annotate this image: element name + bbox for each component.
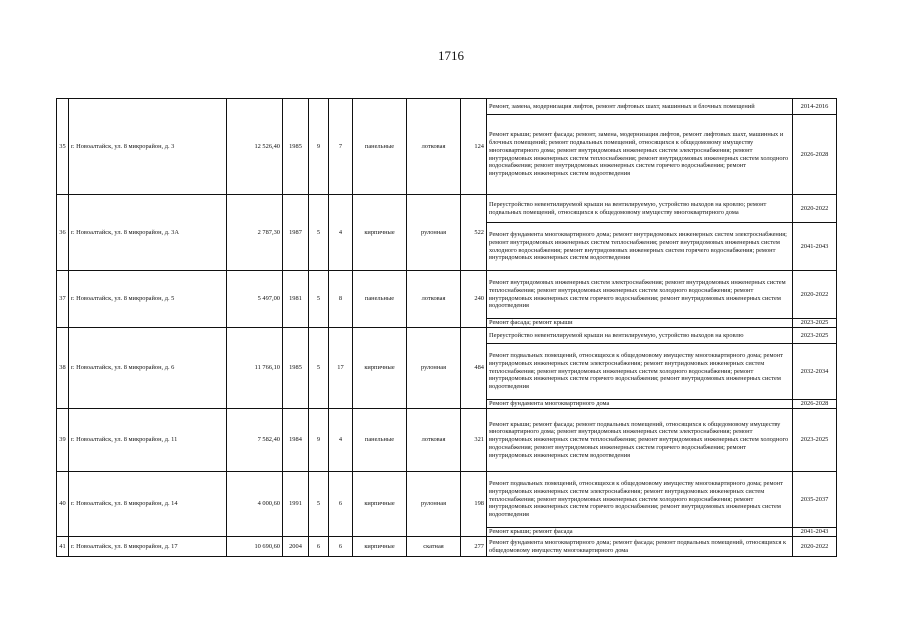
entrances-cell: 4 <box>329 195 353 271</box>
roof-type-cell: рулонная <box>407 328 461 409</box>
year-cell: 1985 <box>283 99 309 195</box>
area-cell: 7 582,40 <box>227 409 283 472</box>
works-cell: Ремонт фундамента многоквартирного дома; ремонт внутридомовых инженерных систем электроснабжения; ремонт внутридомовых инженерных систем теплоснабжения; ремонт внутридомовых инженерных систем холодного водоснабжения; ремонт внутридомовых инженерных систем горячего водоснабжения; ремонт внутридомовых инженерных систем водоотведения <box>487 223 793 271</box>
page-number: 1716 <box>438 48 464 63</box>
wall-material-cell: кирпичные <box>353 472 407 537</box>
entrances-cell: 6 <box>329 537 353 557</box>
period-cell: 2023-2025 <box>793 328 837 344</box>
wall-material-cell: кирпичные <box>353 328 407 409</box>
floors-cell: 5 <box>309 195 329 271</box>
row-number: 35 <box>57 99 69 195</box>
works-cell: Ремонт фундамента многоквартирного дома <box>487 400 793 409</box>
table-row <box>57 271 837 319</box>
entrances-cell: 8 <box>329 271 353 328</box>
works-cell: Ремонт крыши; ремонт фасада; ремонт, замена, модернизация лифтов, ремонт лифтовых шахт, машинных и блочных помещений; ремонт подвальных помещений, относящихся к общедомовому имуществу многоквартирного дома; ремонт внутридомовых инженерных систем электроснабжения; ремонт внутридомовых инженерных систем теплоснабжения; ремонт внутридомовых инженерных систем холодного водоснабжения; ремонт внутридомовых инженерных систем горячего водоснабжения; ремонт внутридомовых инженерных систем водоотведения <box>487 115 793 195</box>
table-row <box>57 409 837 472</box>
works-cell: Ремонт подвальных помещений, относящихся к общедомовому имуществу многоквартирного дома; ремонт внутридомовых инженерных систем электроснабжения; ремонт внутридомовых инженерных систем теплоснабжения; ремонт внутридомовых инженерных систем холодного водоснабжения; ремонт внутридомовых инженерных систем горячего водоснабжения; ремонт внутридомовых инженерных систем водоотведения <box>487 344 793 400</box>
works-cell: Ремонт крыши; ремонт фасада; ремонт подвальных помещений, относящихся к общедомовому имуществу многоквартирного дома; ремонт внутридомовых инженерных систем электроснабжения; ремонт внутридомовых инженерных систем теплоснабжения; ремонт внутридомовых инженерных систем холодного водоснабжения; ремонт внутридомовых инженерных систем горячего водоснабжения; ремонт внутридомовых инженерных систем водоотведения <box>487 409 793 472</box>
entrances-cell: 17 <box>329 328 353 409</box>
period-cell: 2026-2028 <box>793 115 837 195</box>
row-number: 37 <box>57 271 69 328</box>
area-cell: 2 787,30 <box>227 195 283 271</box>
wall-material-cell: кирпичные <box>353 537 407 557</box>
period-cell: 2035-2037 <box>793 472 837 528</box>
works-cell: Ремонт, замена, модернизация лифтов, ремонт лифтовых шахт, машинных и блочных помещений <box>487 99 793 115</box>
table-row <box>57 328 837 344</box>
table-row <box>57 472 837 528</box>
row-number: 39 <box>57 409 69 472</box>
address-cell: г. Новоалтайск, ул. 8 микрорайон, д. 11 <box>69 409 227 472</box>
address-cell: г. Новоалтайск, ул. 8 микрорайон, д. 14 <box>69 472 227 537</box>
period-cell: 2032-2034 <box>793 344 837 400</box>
year-cell: 1985 <box>283 328 309 409</box>
period-cell: 2041-2043 <box>793 223 837 271</box>
address-cell: г. Новоалтайск, ул. 8 микрорайон, д. 3А <box>69 195 227 271</box>
works-cell: Ремонт внутридомовых инженерных систем электроснабжения; ремонт внутридомовых инженерных систем теплоснабжения; ремонт внутридомовых инженерных систем холодного водоснабжения; ремонт внутридомовых инженерных систем горячего водоснабжения; ремонт внутридомовых инженерных систем водоотведения <box>487 271 793 319</box>
period-cell: 2014-2016 <box>793 99 837 115</box>
wall-material-cell: кирпичные <box>353 195 407 271</box>
period-cell: 2026-2028 <box>793 400 837 409</box>
year-cell: 1991 <box>283 472 309 537</box>
works-cell: Переустройство невентилируемой крыши на вентилируемую, устройство выходов на кровлю <box>487 328 793 344</box>
entrances-cell: 6 <box>329 472 353 537</box>
area-cell: 10 690,60 <box>227 537 283 557</box>
address-cell: г. Новоалтайск, ул. 8 микрорайон, д. 17 <box>69 537 227 557</box>
period-cell: 2023-2025 <box>793 319 837 328</box>
address-cell: г. Новоалтайск, ул. 8 микрорайон, д. 6 <box>69 328 227 409</box>
roof-type-cell: лотковая <box>407 99 461 195</box>
roof-type-cell: рулонная <box>407 195 461 271</box>
area-cell: 12 526,40 <box>227 99 283 195</box>
table-row <box>57 195 837 223</box>
year-cell: 1987 <box>283 195 309 271</box>
period-cell: 2020-2022 <box>793 271 837 319</box>
floors-cell: 5 <box>309 328 329 409</box>
residents-cell: 484 <box>461 328 487 409</box>
roof-type-cell: лотковая <box>407 409 461 472</box>
wall-material-cell: панельные <box>353 409 407 472</box>
roof-type-cell: скатная <box>407 537 461 557</box>
row-number: 41 <box>57 537 69 557</box>
period-cell: 2023-2025 <box>793 409 837 472</box>
area-cell: 4 000,60 <box>227 472 283 537</box>
residents-cell: 277 <box>461 537 487 557</box>
works-cell: Ремонт крыши; ремонт фасада <box>487 528 793 537</box>
works-cell: Ремонт фасада; ремонт крыши <box>487 319 793 328</box>
floors-cell: 5 <box>309 472 329 537</box>
address-cell: г. Новоалтайск, ул. 8 микрорайон, д. 5 <box>69 271 227 328</box>
housing-repair-table <box>56 98 837 557</box>
year-cell: 1981 <box>283 271 309 328</box>
entrances-cell: 4 <box>329 409 353 472</box>
floors-cell: 9 <box>309 409 329 472</box>
table-row <box>57 99 837 115</box>
residents-cell: 522 <box>461 195 487 271</box>
floors-cell: 5 <box>309 271 329 328</box>
address-cell: г. Новоалтайск, ул. 8 микрорайон, д. 3 <box>69 99 227 195</box>
area-cell: 5 497,00 <box>227 271 283 328</box>
period-cell: 2020-2022 <box>793 195 837 223</box>
wall-material-cell: панельные <box>353 271 407 328</box>
residents-cell: 124 <box>461 99 487 195</box>
works-cell: Переустройство невентилируемой крыши на вентилируемую, устройство выходов на кровлю; ремонт подвальных помещений, относящихся к общедомовому имуществу многоквартирного дома <box>487 195 793 223</box>
year-cell: 2004 <box>283 537 309 557</box>
row-number: 36 <box>57 195 69 271</box>
roof-type-cell: лотковая <box>407 271 461 328</box>
floors-cell: 9 <box>309 99 329 195</box>
residents-cell: 240 <box>461 271 487 328</box>
wall-material-cell: панельные <box>353 99 407 195</box>
table-row <box>57 537 837 557</box>
residents-cell: 198 <box>461 472 487 537</box>
residents-cell: 321 <box>461 409 487 472</box>
roof-type-cell: рулонная <box>407 472 461 537</box>
area-cell: 11 766,10 <box>227 328 283 409</box>
row-number: 38 <box>57 328 69 409</box>
floors-cell: 6 <box>309 537 329 557</box>
row-number: 40 <box>57 472 69 537</box>
works-cell: Ремонт подвальных помещений, относящихся к общедомовому имуществу многоквартирного дома; ремонт внутридомовых инженерных систем электроснабжения; ремонт внутридомовых инженерных систем теплоснабжения; ремонт внутридомовых инженерных систем холодного водоснабжения; ремонт внутридомовых инженерных систем горячего водоснабжения; ремонт внутридомовых инженерных систем водоотведения <box>487 472 793 528</box>
period-cell: 2041-2043 <box>793 528 837 537</box>
period-cell: 2020-2022 <box>793 537 837 557</box>
entrances-cell: 7 <box>329 99 353 195</box>
works-cell: Ремонт фундамента многоквартирного дома; ремонт фасада; ремонт подвальных помещений, относящихся к общедомовому имуществу многоквартирного дома <box>487 537 793 557</box>
year-cell: 1984 <box>283 409 309 472</box>
